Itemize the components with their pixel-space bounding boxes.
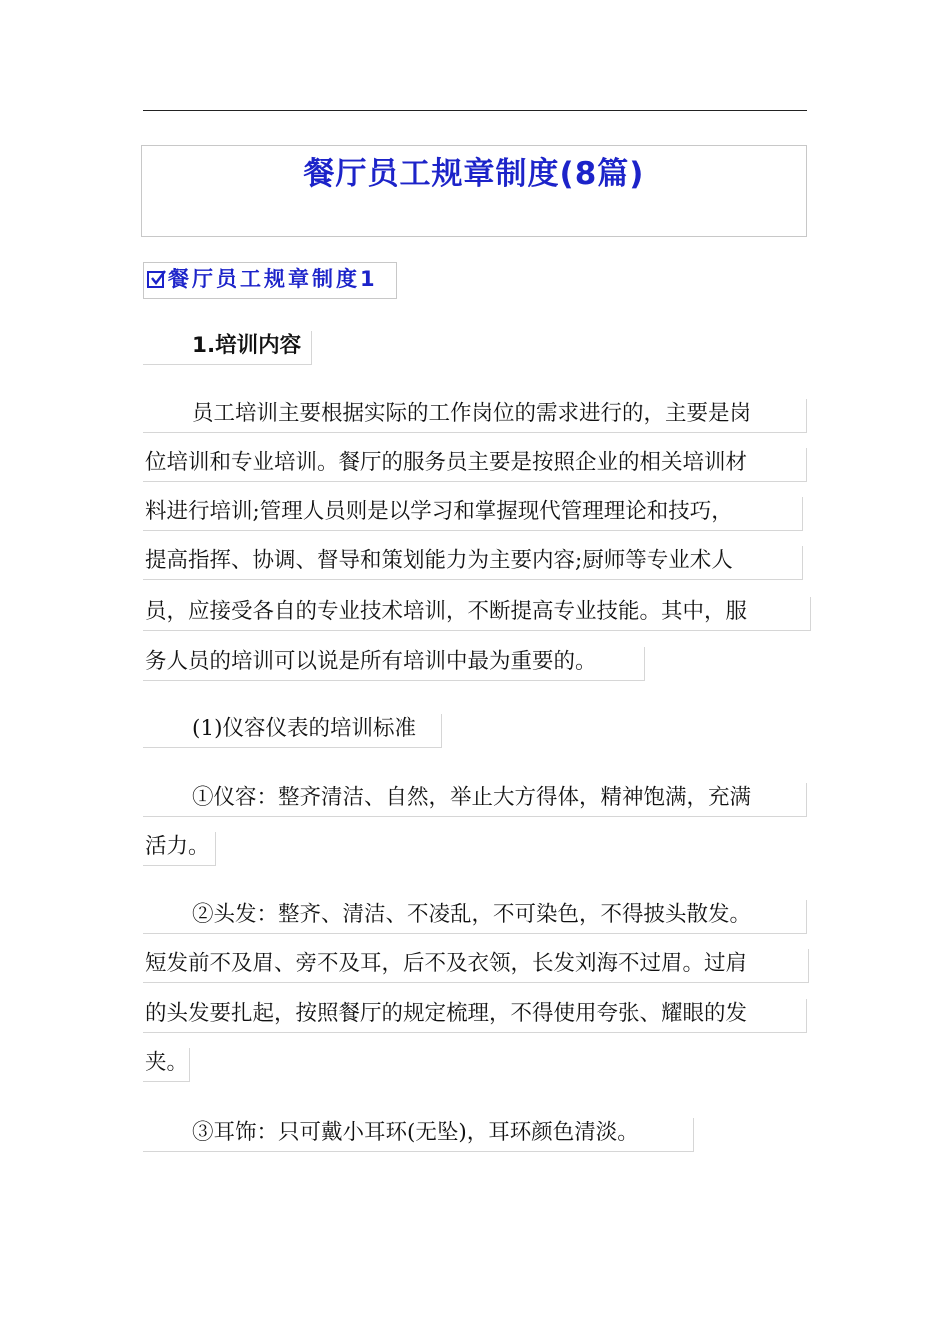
item-line: 夹。 [145, 1050, 189, 1075]
paragraph-line: 料进行培训;管理人员则是以学习和掌握现代管理理论和技巧， [145, 499, 733, 524]
item-line: ③耳饰：只可戴小耳环(无坠)，耳环颜色清淡。 [192, 1120, 639, 1145]
item-heading: (1)仪容仪表的培训标准 [192, 716, 416, 741]
item-line: ②头发：整齐、清洁、不凌乱，不可染色，不得披头散发。 [192, 902, 752, 927]
section-heading-box [143, 262, 397, 299]
item-line: 短发前不及眉、旁不及耳，后不及衣领，长发刘海不过眉。过肩 [145, 951, 748, 976]
title-box [141, 145, 807, 237]
paragraph-line: 位培训和专业培训。餐厅的服务员主要是按照企业的相关培训材 [145, 450, 748, 475]
checkbox-checked-icon [147, 271, 164, 288]
paragraph-line: 员工培训主要根据实际的工作岗位的需求进行的，主要是岗 [192, 401, 752, 426]
paragraph-line: 员，应接受各自的专业技术培训，不断提高专业技能。其中，服 [145, 599, 748, 624]
paragraph-line: 务人员的培训可以说是所有培训中最为重要的。 [145, 649, 597, 674]
item-line: 活力。 [145, 834, 210, 859]
subheading: 1.培训内容 [192, 333, 302, 358]
paragraph-line: 提高指挥、协调、督导和策划能力为主要内容;厨师等专业术人 [145, 548, 733, 573]
section-heading: 餐厅员工规章制度1 [168, 267, 378, 291]
item-line: 的头发要扎起，按照餐厅的规定梳理，不得使用夸张、耀眼的发 [145, 1001, 748, 1026]
document-title: 餐厅员工规章制度(8篇) [303, 156, 645, 192]
item-line: ①仪容：整齐清洁、自然，举止大方得体，精神饱满，充满 [192, 785, 752, 810]
top-rule [143, 110, 807, 111]
